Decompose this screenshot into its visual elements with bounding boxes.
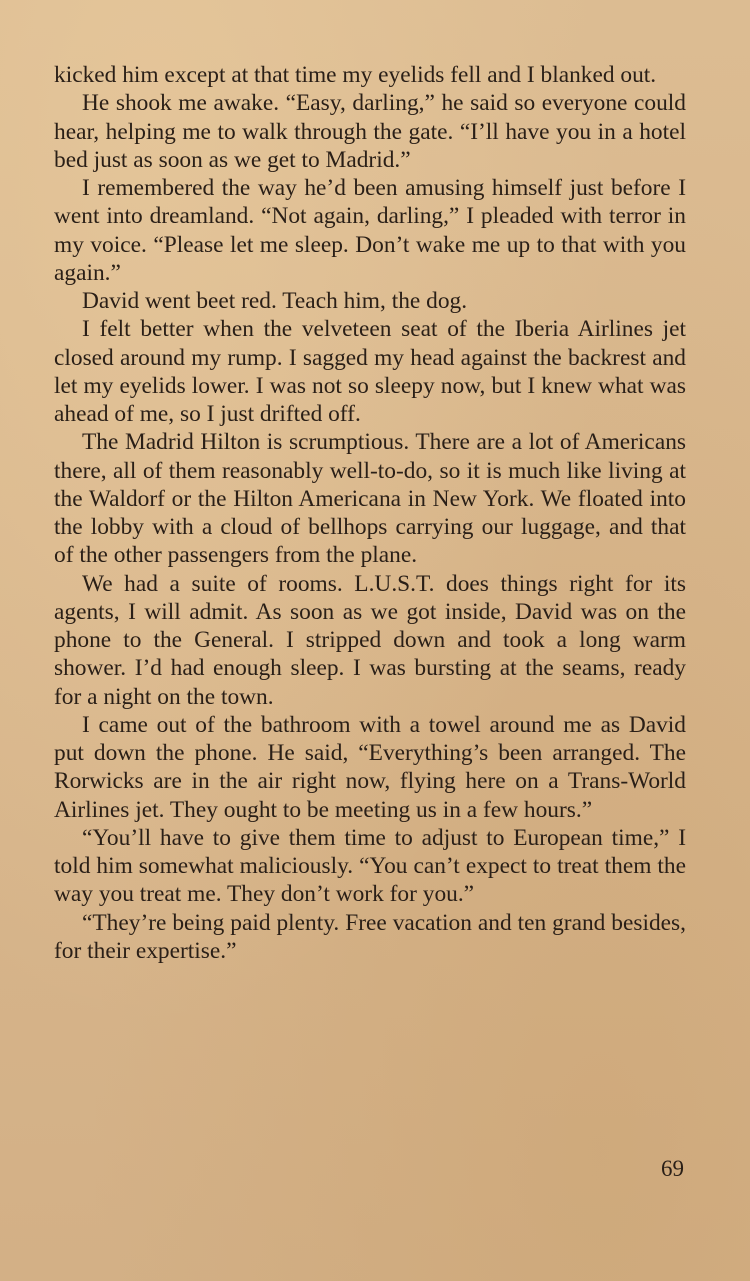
body-text [54, 61, 686, 965]
paragraph-4: David went beet red. Teach him, the dog. [82, 288, 468, 314]
paragraph-9: “You’ll have to give them time to adjust to European time,” I told him somewhat maliciously. “You can’t expect to treat them the way you treat me. They don’t work for you.” [54, 824, 686, 908]
page-number: 69 [661, 1156, 684, 1181]
paragraph-6: The Madrid Hilton is scrumptious. There are a lot of Americans there, all of them reasonably well-to-do, so it is much like living at the Waldorf or the Hilton Americana in New York. We floated into the lobby with a cloud of bellhops carrying our luggage, and that of the other passengers from the plane. [54, 429, 686, 569]
paragraph-8: I came out of the bathroom with a towel around me as David put down the phone. He said, “Everything’s been arranged. The Rorwicks are in the air right now, flying here on a Trans-World Airlines jet. They ought to be meeting us in a few hours.” [54, 711, 686, 823]
paragraph-3: I remembered the way he’d been amusing himself just before I went into dreamland. “Not again, darling,” I pleaded with terror in my voice. “Please let me sleep. Don’t wake me up to that with you again.” [54, 175, 686, 286]
paragraph-7: We had a suite of rooms. L.U.S.T. does things right for its agents, I will admit. As soon as we got inside, David was on the phone to the General. I stripped down and took a long warm shower. I’d had enough sleep. I was bursting at the seams, ready for a night on the town. [54, 570, 686, 710]
paragraph-10: “They’re being paid plenty. Free vacation and ten grand besides, for their expertise.” [54, 909, 686, 964]
paragraph-5: I felt better when the velveteen seat of the Iberia Airlines jet closed around my rump. I sagged my head against the backrest and let my eyelids lower. I was not so sleepy now, but I knew what was ahead of me, so I just drifted off. [54, 316, 686, 427]
paragraph-1: kicked him except at that time my eyelids fell and I blanked out. [54, 62, 657, 88]
paragraph-2: He shook me awake. “Easy, darling,” he said so everyone could hear, helping me to walk through the gate. “I’ll have you in a hotel bed just as soon as we get to Madrid.” [54, 90, 686, 173]
